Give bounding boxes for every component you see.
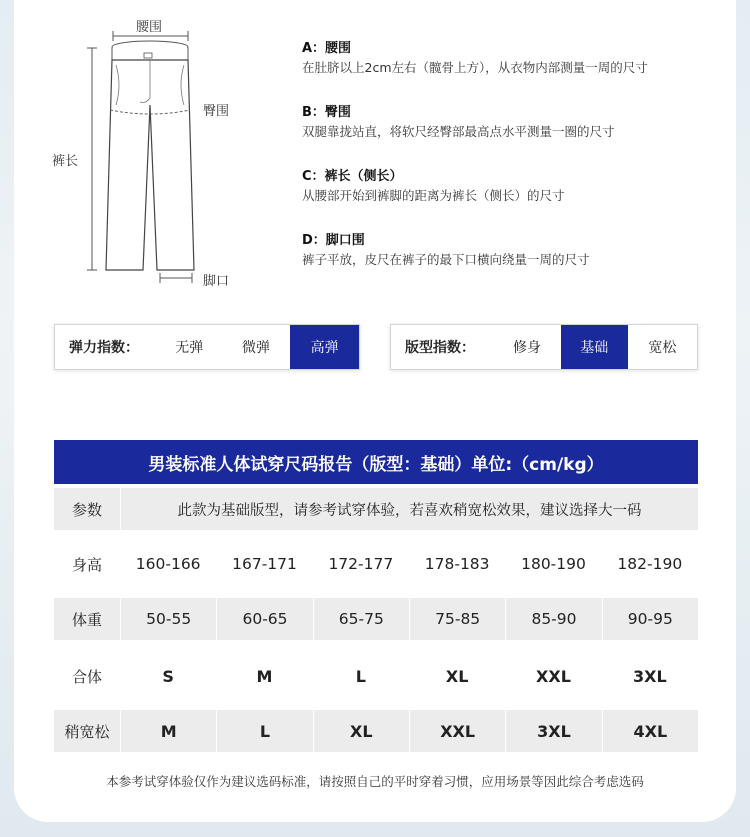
table-cell: XXL [409,710,505,752]
fit-index [390,324,698,370]
desc-title: A：腰围 [302,41,352,56]
desc-body: 在肚脐以上2cm左右（髋骨上方），从衣物内部测量一周的尺寸 [302,60,648,75]
table-cell: 4XL [602,710,698,752]
table-cell: 167-171 [232,555,297,573]
elasticity-option-slight: 微弹 [241,340,270,356]
elasticity-index [54,324,360,370]
desc-length [302,168,722,206]
pants-diagram [40,10,250,300]
table-row-loose [54,710,698,752]
table-cell: L [355,666,366,686]
table-cell: 160-166 [135,555,201,573]
desc-body: 从腰部开始到裤脚的距离为裤长（侧长）的尺寸 [302,188,565,203]
table-cell: XL [445,666,469,686]
table-cell: 60-65 [216,598,312,640]
table-row-height [54,536,698,592]
row-header: 稍宽松 [64,722,110,741]
desc-waist [302,40,722,78]
table-row-param [54,488,698,530]
table-cell: 180-190 [521,555,586,573]
row-header: 身高 [71,555,102,574]
footer-note: 本参考试穿体验仅作为建议选码标准，请按照自己的平时穿着习惯，应用场景等因此综合考虑选码 [106,774,644,789]
desc-body: 双腿靠拢站直，将软尺经臀部最高点水平测量一圈的尺寸 [302,124,615,139]
table-cell: 90-95 [602,598,698,640]
table-cell: 3XL [632,666,667,686]
table-cell: 85-90 [505,598,601,640]
waist-label: 腰围 [136,20,163,35]
table-cell: M [256,666,273,686]
table-cell: 65-75 [313,598,409,640]
table-cell: 172-177 [328,555,394,573]
table-cell: XL [313,710,409,752]
table-cell: 3XL [505,710,601,752]
desc-title: B：臀围 [302,105,351,120]
elasticity-option-none: 无弹 [175,340,204,356]
row-header: 合体 [71,667,102,686]
fit-label: 版型指数： [405,340,475,356]
table-cell: 50-55 [120,598,216,640]
desc-hip [302,104,722,142]
length-label: 裤长 [52,154,79,169]
row-header: 参数 [71,500,102,519]
elasticity-label: 弹力指数： [69,340,139,356]
elasticity-option-high: 高弹 [290,325,359,369]
table-cell: S [162,666,174,686]
fit-option-loose: 宽松 [648,340,677,356]
param-note: 此款为基础版型，请参考试穿体验，若喜欢稍宽松效果，建议选择大一码 [120,488,698,530]
hem-label: 脚口 [203,274,230,289]
table-cell: 178-183 [424,555,490,573]
hip-label: 臀围 [203,104,230,119]
table-title: 男装标准人体试穿尺码报告（版型：基础）单位:（cm/kg） [54,440,698,484]
table-row-fit [54,648,698,704]
row-header: 体重 [71,610,102,629]
table-cell: 182-190 [617,555,683,573]
desc-body: 裤子平放，皮尺在裤子的最下口横向绕量一周的尺寸 [302,252,590,267]
desc-title: D：脚口围 [302,233,365,248]
desc-hem [302,232,722,270]
fit-option-slim: 修身 [512,340,541,356]
desc-title: C：裤长（侧长） [302,169,403,184]
table-cell: L [216,710,312,752]
table-cell: XXL [536,666,571,686]
table-cell: 75-85 [409,598,505,640]
fit-option-regular: 基础 [561,325,628,369]
table-row-weight [54,598,698,640]
table-cell: M [120,710,216,752]
